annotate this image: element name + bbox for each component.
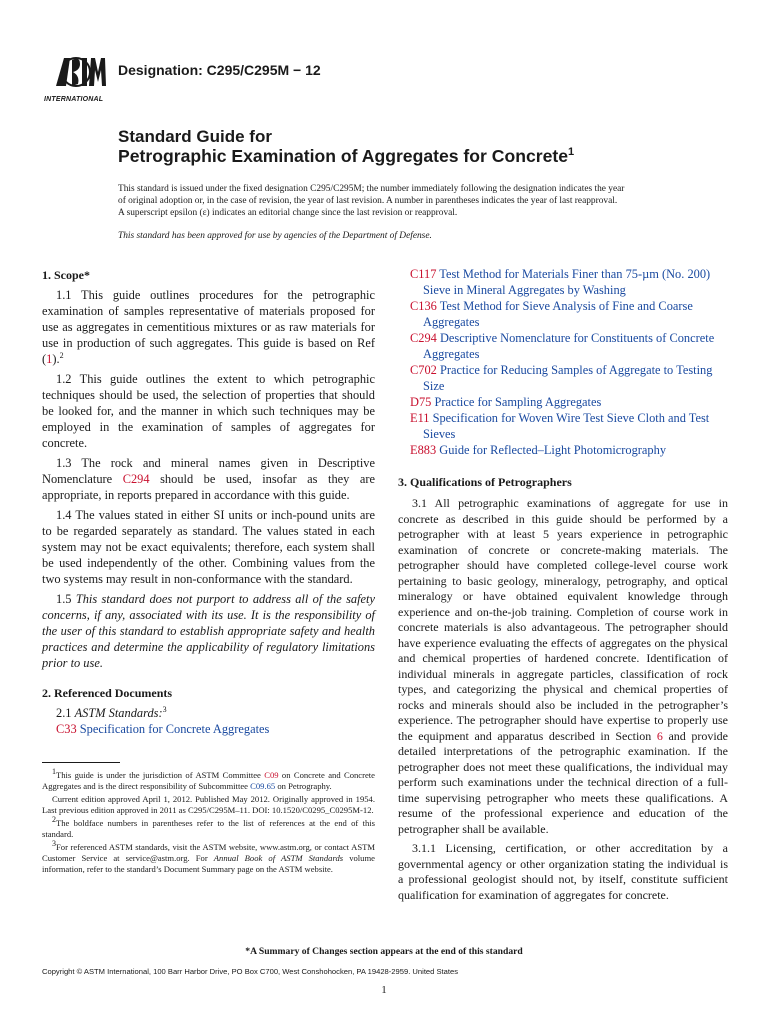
ref-title[interactable]: Descriptive Nomenclature for Constituents of Concrete Aggregates — [423, 331, 715, 361]
footnote-1-text-b: on Concrete and Concrete Aggregates and is the direct responsibility of Subcommittee — [42, 770, 375, 791]
ref-title[interactable]: Guide for Reflected–Light Photomicrography — [436, 443, 667, 457]
refdocs-sub-num: 2.1 — [56, 706, 75, 720]
scope-1-5-num: 1.5 — [56, 592, 76, 606]
title-text: Petrographic Examination of Aggregates for Concrete — [118, 146, 569, 166]
notice-line-1: This standard is issued under the fixed designation C295/C295M; the number immediately following the designation indicates the year — [118, 184, 625, 194]
ref-title[interactable]: Specification for Woven Wire Test Sieve Cloth and Test Sieves — [423, 411, 710, 441]
ref-item-d75[interactable] — [398, 394, 728, 410]
logo-subtext: INTERNATIONAL — [44, 96, 104, 103]
ref-item-c294[interactable] — [398, 330, 728, 362]
qual-3-1 — [398, 496, 728, 837]
ref-code[interactable]: C117 — [410, 267, 437, 281]
ref-title[interactable]: Practice for Reducing Samples of Aggregate to Testing Size — [423, 363, 713, 393]
footnote-3-marker: 3 — [52, 839, 56, 849]
footnote-3-italic: Annual Book of ASTM Standards — [213, 853, 344, 863]
scope-1-2: 1.2 This guide outlines the extent to which petrographic techniques should be used, the selection of properties that should be looked for, and the manner in which such techniques may be employed in the examination of samples of aggregates for concrete. — [42, 372, 375, 450]
scope-1-5-text: This standard does not purport to address all of the safety concerns, if any, associated with its use. It is the responsibility of the user of this standard to establish appropriate safety and health practices and determine the applicability of regulatory limitations prior to use. — [42, 592, 375, 670]
ref-item-c117[interactable] — [398, 266, 728, 298]
qualifications-heading: 3. Qualifications of Petrographers — [398, 475, 572, 489]
footnote-2 — [42, 815, 375, 840]
dod-approval: This standard has been approved for use by agencies of the Department of Defense. — [118, 231, 432, 241]
ref-title[interactable]: Test Method for Sieve Analysis of Fine and Coarse Aggregates — [423, 299, 693, 329]
ref-title[interactable]: Test Method for Materials Finer than 75-µm (No. 200) Sieve in Mineral Aggregates by Washing — [423, 267, 711, 297]
standard-notice — [118, 183, 678, 219]
astm-standards-label — [42, 705, 375, 721]
footnote-2-mark[interactable]: 2 — [59, 350, 64, 360]
ref-item-e883[interactable] — [398, 442, 728, 458]
ref-item-c136[interactable] — [398, 298, 728, 330]
footnote-1 — [42, 767, 375, 792]
title-footnote-mark[interactable]: 1 — [568, 146, 575, 159]
scope-1-1-text: 1.1 This guide outlines procedures for the petrographic examination of samples representative of materials proposed for use as aggregates in cementitious mixtures or as raw materials for use in production of such aggregates. This guide is based on Ref ( — [42, 288, 375, 366]
c294-link[interactable]: C294 — [122, 472, 150, 486]
footnote-1-text-c: on Petrography. — [275, 781, 332, 791]
scope-1-3 — [42, 455, 375, 503]
ref-code[interactable]: E11 — [410, 411, 430, 425]
c0965-link[interactable]: C09.65 — [250, 781, 276, 791]
qual-3-1-end: and provide detailed interpretations of the petrographic examination. If the petrographer does not meet these qualifications, the individual may perform such examinations under the technical direction of a full-time supervising petrographer who meets these qualifications. A resume of the professional experience and education of the petrographer shall be available. — [398, 728, 729, 836]
left-column — [42, 267, 375, 737]
astm-logo — [40, 50, 112, 108]
footnote-rule — [42, 762, 120, 763]
ref-title[interactable]: Specification for Concrete Aggregates — [76, 722, 270, 736]
ref-item-e11[interactable] — [398, 410, 728, 442]
page-number: 1 — [381, 984, 387, 996]
refdocs-sub-text: ASTM Standards: — [74, 706, 163, 720]
footnote-3-text: For referenced ASTM standards, visit the ASTM website, www.astm.org, or contact ASTM Customer Service at service@astm.org. For — [42, 842, 375, 863]
footnote-2-marker: 2 — [52, 815, 56, 825]
ref-item-c702[interactable] — [398, 362, 728, 394]
summary-of-changes-note: *A Summary of Changes section appears at the end of this standard — [245, 946, 523, 957]
copyright: Copyright © ASTM International, 100 Barr Harbor Drive, PO Box C700, West Conshohocken, PA 19428-2959. United States — [42, 967, 459, 976]
notice-line-2: of original adoption or, in the case of revision, the year of last revision. A number in parentheses indicates the year of last reapproval. — [118, 196, 618, 206]
footnote-1-text: This guide is under the jurisdiction of ASTM Committee — [56, 770, 265, 780]
ref-title[interactable]: Practice for Sampling Aggregates — [431, 395, 602, 409]
ref-code[interactable]: C33 — [56, 722, 77, 736]
scope-1-5 — [42, 591, 375, 671]
footnote-3 — [42, 839, 375, 875]
refdocs-heading: 2. Referenced Documents — [42, 686, 173, 700]
scope-1-3-end: should be used, insofar as they are appropriate, in reports prepared in accordance with this guide. — [42, 472, 376, 502]
ref-code[interactable]: C294 — [410, 331, 437, 345]
footnote-2-text: The boldface numbers in parentheses refer to the list of references at the end of this standard. — [42, 818, 375, 839]
footnote-1-mark: 1 — [52, 767, 56, 777]
notice-line-3: A superscript epsilon (ε) indicates an editorial change since the last revision or reapproval. — [118, 208, 458, 218]
footnote-3-mark[interactable]: 3 — [162, 704, 167, 714]
ref-code[interactable]: E883 — [410, 443, 437, 457]
c09-link[interactable]: C09 — [264, 770, 279, 780]
scope-heading: 1. Scope* — [42, 268, 90, 282]
ref-1-link[interactable]: 1 — [46, 352, 53, 366]
footnote-1-edition: Current edition approved April 1, 2012. Published May 2012. Originally approved in 1954. Last previous edition approved in 2011 as C295/C295M–11. DOI: 10.1520/C0295_C0295M-12. — [42, 794, 375, 815]
scope-1-1 — [42, 287, 375, 367]
qual-3-1-1: 3.1.1 Licensing, certification, or other accreditation by a governmental agency or other organization stating the individual is a professional geologist should not, by itself, constitute sufficient qualification for examination of aggregates for concrete. — [398, 841, 728, 902]
footnote-3-text-b: volume information, refer to the standard’s Document Summary page on the ASTM website. — [42, 853, 375, 874]
section-6-link[interactable]: 6 — [656, 728, 663, 743]
designation: Designation: C295/C295M − 12 — [118, 62, 321, 78]
scope-1-4: 1.4 The values stated in either SI units or inch-pound units are to be regarded separately as standard. The values stated in each system may not be exact equivalents; therefore, each system shall be used independently of the other. Combining values from the two systems may result in non-conformance with the standard. — [42, 508, 375, 586]
ref-code[interactable]: C136 — [410, 299, 437, 313]
scope-1-1-end: ). — [52, 352, 60, 366]
title-line-1: Standard Guide for — [118, 127, 272, 146]
qual-3-1-text: 3.1 All petrographic examinations of aggregate for use in concrete as described in this guide should be performed by a petrographer with at least 5 years experience in petrographic examination of concrete or concrete-making materials. The petrographer should have completed college-level course work pertaining to basic geology, mineralogy, petrography, and optical mineralogy or have obtained equivalent knowledge through experience and on-the-job training. Completion of course work in concrete materials is also advantageous. The petrographer should have experience evaluating the effects of aggregates on the physical and chemical properties of hardened concrete. Identification of individual minerals in aggregate particles, classification of rock types, and categorizing the physical and chemical properties of rocks and minerals should also be included in the petrographer’s experience. The petrographer should have expertise to properly use the equipment and apparatus described in Section — [398, 496, 728, 743]
scope-1-3-text: 1.3 The rock and mineral names given in Descriptive Nomenclature — [42, 456, 375, 486]
footnotes — [42, 767, 375, 877]
right-column — [398, 266, 728, 903]
ref-item-c33[interactable] — [42, 721, 375, 737]
ref-code[interactable]: C702 — [410, 363, 437, 377]
ref-code[interactable]: D75 — [410, 395, 432, 409]
title-line-2 — [118, 146, 574, 167]
